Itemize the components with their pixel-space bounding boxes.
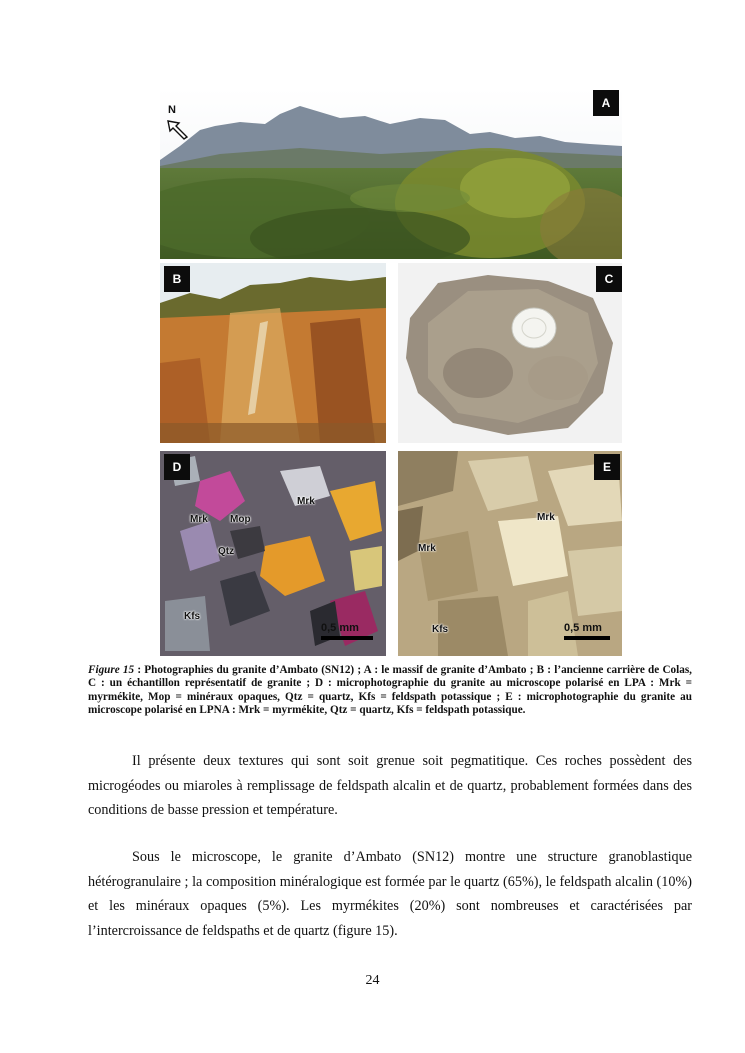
panel-letter-b: B	[164, 266, 190, 292]
photo-panel-a	[160, 88, 622, 259]
photo-panel-c	[398, 263, 622, 443]
mineral-label-mrk-4: Mrk	[418, 543, 436, 554]
panel-letter-e: E	[594, 454, 620, 480]
scale-label-d: 0,5 mm	[321, 622, 359, 634]
north-arrow-icon	[165, 118, 191, 140]
scale-bar-e	[564, 636, 610, 640]
panel-letter-a: A	[593, 90, 619, 116]
scale-bar-d	[321, 636, 373, 640]
mineral-label-kfs-e: Kfs	[432, 624, 449, 635]
body-paragraph-1: Il présente deux textures qui sont soit grenue soit pegmatitique. Ces roches possèdent des microgéodes ou miaroles à remplissage de feldspath alcalin et de quartz, probablement formées dans des conditions de basse pression et température.	[88, 753, 692, 819]
quarry-photo	[160, 263, 386, 443]
figure-caption	[88, 664, 692, 718]
rock-sample-photo	[398, 263, 622, 443]
mineral-label-mop: Mop	[230, 514, 251, 525]
mineral-label-kfs: Kfs	[184, 611, 201, 622]
figure-caption-label: Figure 15	[88, 664, 135, 676]
mineral-label-mrk-2: Mrk	[190, 514, 208, 525]
mineral-label-mrk-3: Mrk	[537, 512, 555, 523]
north-label: N	[168, 104, 176, 116]
mineral-label-mrk-1: Mrk	[297, 496, 315, 507]
mineral-label-qtz: Qtz	[218, 546, 235, 557]
landscape-photo	[160, 88, 622, 259]
figure-caption-text: : Photographies du granite d’Ambato (SN12) ; A : le massif de granite d’Ambato ; B : l’ancienne carrière de Colas, C : un échantillon représentatif de granite ; D : microphotographie du granite au microscope polarisé en LPA : Mrk = myrmékite, Mop = minéraux opaques, Qtz = quartz, Kfs = feldspath potassique ; E : microphotographie du granite au microscope polarisé en LPNA : Mrk = myrmékite, Qtz = quartz, Kfs = feldspath potassique.	[88, 664, 692, 717]
body-paragraph-2: Sous le microscope, le granite d’Ambato (SN12) montre une structure granoblastique hétérogranulaire ; la composition minéralogique est formée par le quartz (65%), le feldspath alcalin (10%) et les minéraux opaques (5%). Les myrmékites (20%) sont nombreuses et caractérisées par l’intercroissance de feldspaths et de quartz (figure 15).	[88, 849, 692, 939]
photo-panel-b	[160, 263, 386, 443]
page-number: 24	[365, 973, 380, 988]
panel-letter-d: D	[164, 454, 190, 480]
scale-label-e: 0,5 mm	[564, 622, 602, 634]
panel-letter-c: C	[596, 266, 622, 292]
